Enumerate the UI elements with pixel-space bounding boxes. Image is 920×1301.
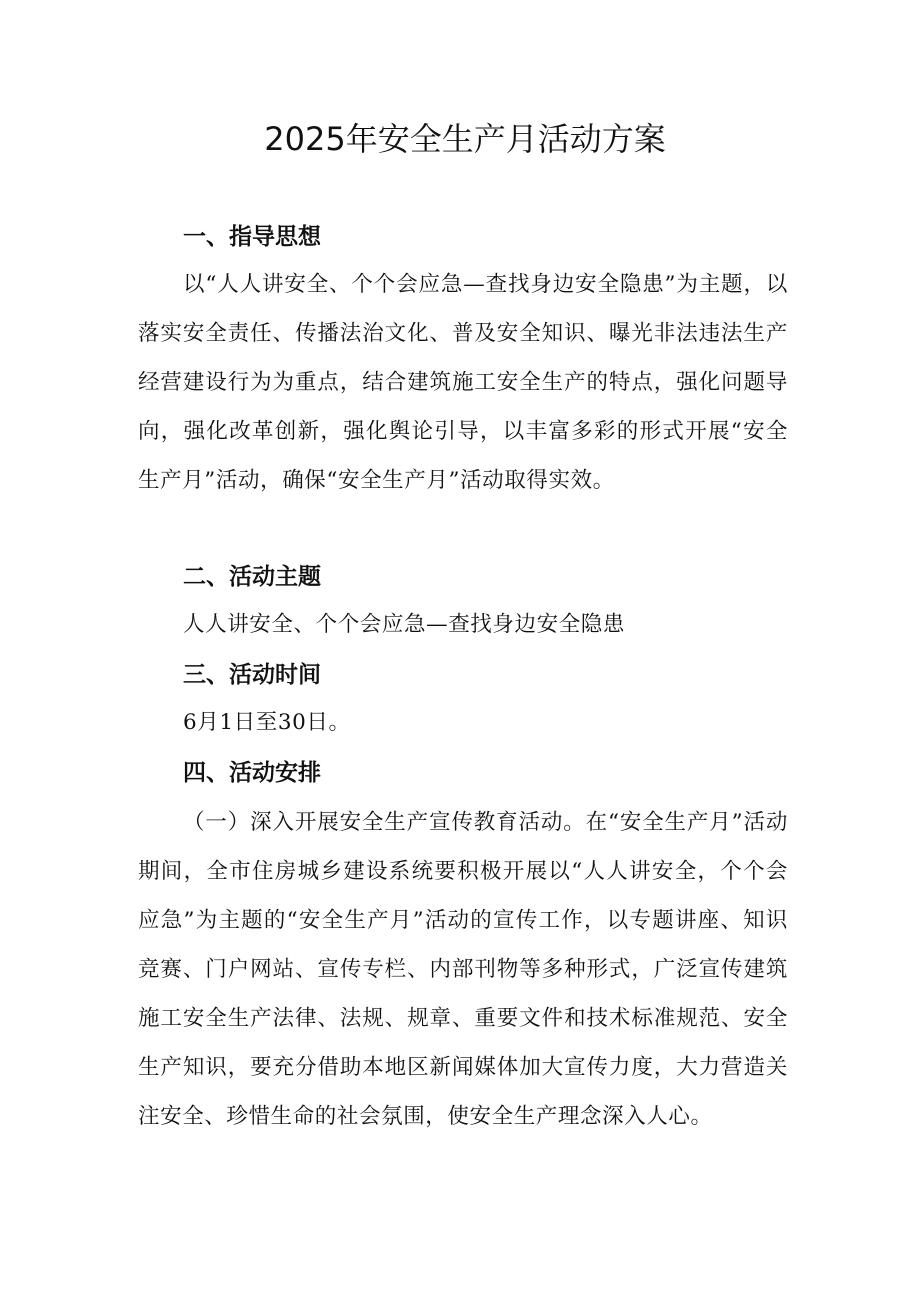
section-paragraph-guiding-ideology: 以“人人讲安全、个个会应急—查找身边安全隐患”为主题，以落实安全责任、传播法治文化、普及安全知识、曝光非法违法生产经营建设行为为重点，结合建筑施工安全生产的特点，强化问题导向，强化改革创新，强化舆论引导，以丰富多彩的形式开展“安全生产月”活动，确保“安全生产月”活动取得实效。 [138,272,788,493]
document-title: 2025年安全生产月活动方案 [264,120,666,158]
section-paragraph-activity-theme: 人人讲安全、个个会应急—查找身边安全隐患 [183,612,626,637]
section-heading-activity-arrangement: 四、活动安排 [183,760,321,786]
section-paragraph-activity-arrangement: （一）深入开展安全生产宣传教育活动。在“安全生产月”活动期间，全市住房城乡建设系统要积极开展以“人人讲安全，个个会应急”为主题的“安全生产月”活动的宣传工作，以专题讲座、知识竞赛、门户网站、宣传专栏、内部刊物等多种形式，广泛宣传建筑施工安全生产法律、法规、规章、重要文件和技术标准规范、安全生产知识，要充分借助本地区新闻媒体加大宣传力度，大力营造关注安全、珍惜生命的社会氛围，使安全生产理念深入人心。 [138,810,788,1129]
section-heading-activity-time: 三、活动时间 [183,662,321,688]
section-heading-guiding-ideology: 一、指导思想 [183,224,321,250]
section-paragraph-activity-time: 6月1日至30日。 [183,710,351,735]
section-heading-activity-theme: 二、活动主题 [183,564,321,590]
